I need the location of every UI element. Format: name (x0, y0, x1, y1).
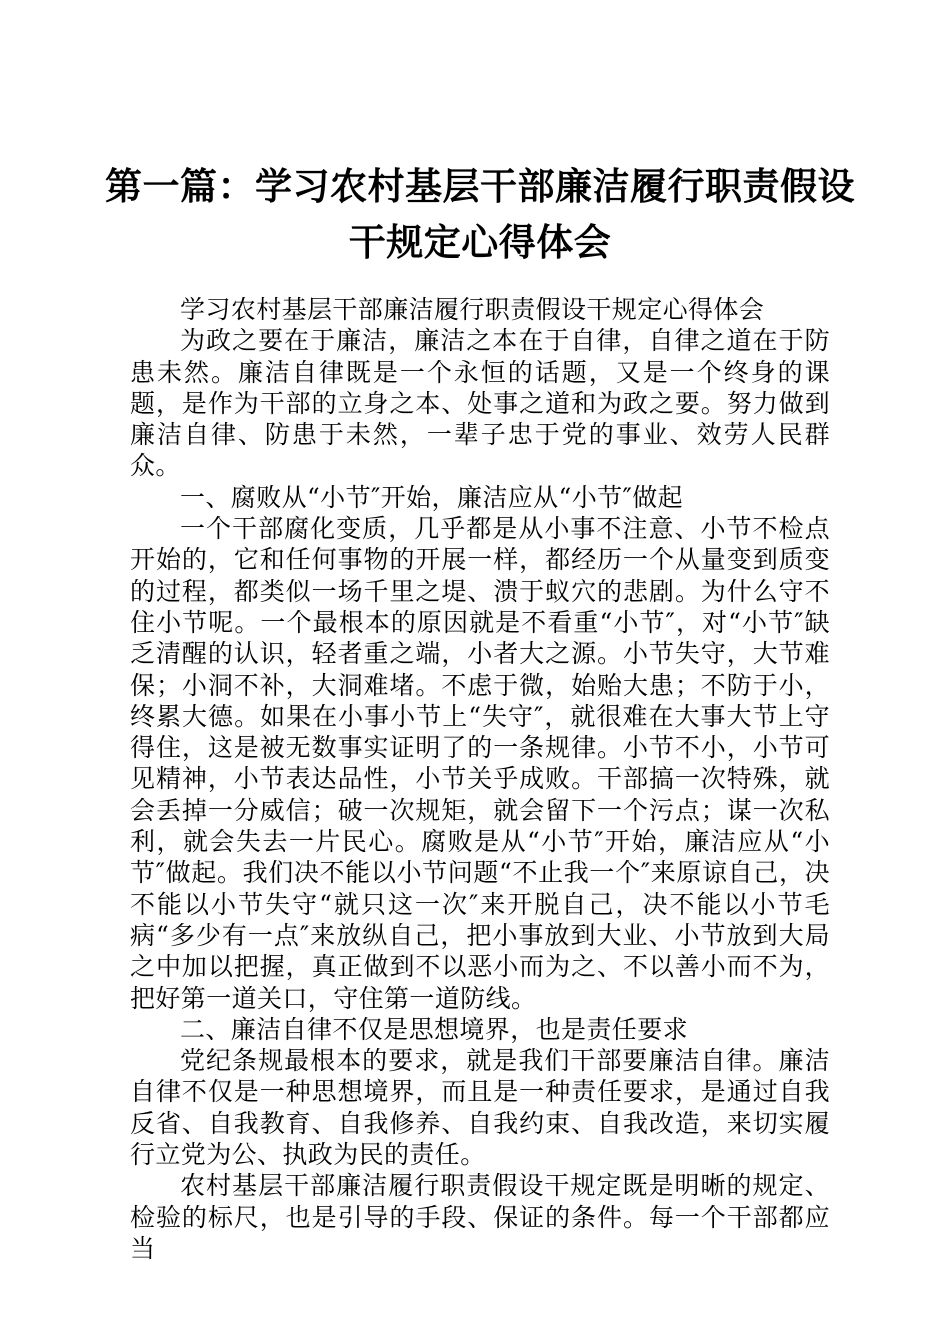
section-heading-2: 二、廉洁自律不仅是思想境界，也是责任要求 (180, 1014, 689, 1044)
intro-paragraph: 为政之要在于廉洁，廉洁之本在于自律，自律之道在于防患未然。廉洁自律既是一个永恒的话题，又是一个终身的课题，是作为干部的立身之本、处事之道和为政之要。努力做到廉洁自律、防患于未然，一辈子忠于党的事业、效劳人民群众。 (130, 326, 830, 481)
section-2-paragraph: 党纪条规最根本的要求，就是我们干部要廉洁自律。廉洁自律不仅是一种思想境界，而且是一种责任要求，是通过自我反省、自我教育、自我修养、自我约束、自我改造，来切实履行立党为公、执政为民的责任。 (130, 1046, 830, 1170)
section-heading-1: 一、腐败从“小节″开始，廉洁应从“小节″做起 (180, 482, 684, 512)
subtitle-paragraph: 学习农村基层干部廉洁履行职责假设干规定心得体会 (180, 295, 765, 324)
document-title (100, 158, 860, 270)
section-1-paragraph: 一个干部腐化变质，几乎都是从小事不注意、小节不检点开始的，它和任何事物的开展一样，都经历一个从量变到质变的过程，都类似一场千里之堤、溃于蚁穴的悲剧。为什么守不住小节呢。一个最根本的原因就是不看重“小节″，对“小节″缺乏清醒的认识，轻者重之端，小者大之源。小节失守，大节难保；小洞不补，大洞难堵。不虑于微，始贻大患；不防于小，终累大德。如果在小事小节上“失守″，就很难在大事大节上守得住，这是被无数事实证明了的一条规律。小节不小，小节可见精神，小节表达品性，小节关乎成败。干部搞一次特殊，就会丢掉一分威信；破一次规矩，就会留下一个污点；谋一次私利，就会失去一片民心。腐败是从“小节″开始，廉洁应从“小节″做起。我们决不能以小节问题“不止我一个″来原谅自己，决不能以小节失守“就只这一次″来开脱自己，决不能以小节毛病“多少有一点″来放纵自己，把小事放到大业、小节放到大局之中加以把握，真正做到不以恶小而为之、不以善小而不为，把好第一道关口，守住第一道防线。 (130, 514, 830, 1013)
document-body (130, 294, 830, 1264)
title-line-2: 干规定心得体会 (348, 220, 612, 264)
closing-paragraph: 农村基层干部廉洁履行职责假设干规定既是明晰的规定、检验的标尺，也是引导的手段、保证的条件。每一个干部都应当 (130, 1171, 830, 1263)
title-line-1: 第一篇：学习农村基层干部廉洁履行职责假设 (105, 164, 855, 208)
